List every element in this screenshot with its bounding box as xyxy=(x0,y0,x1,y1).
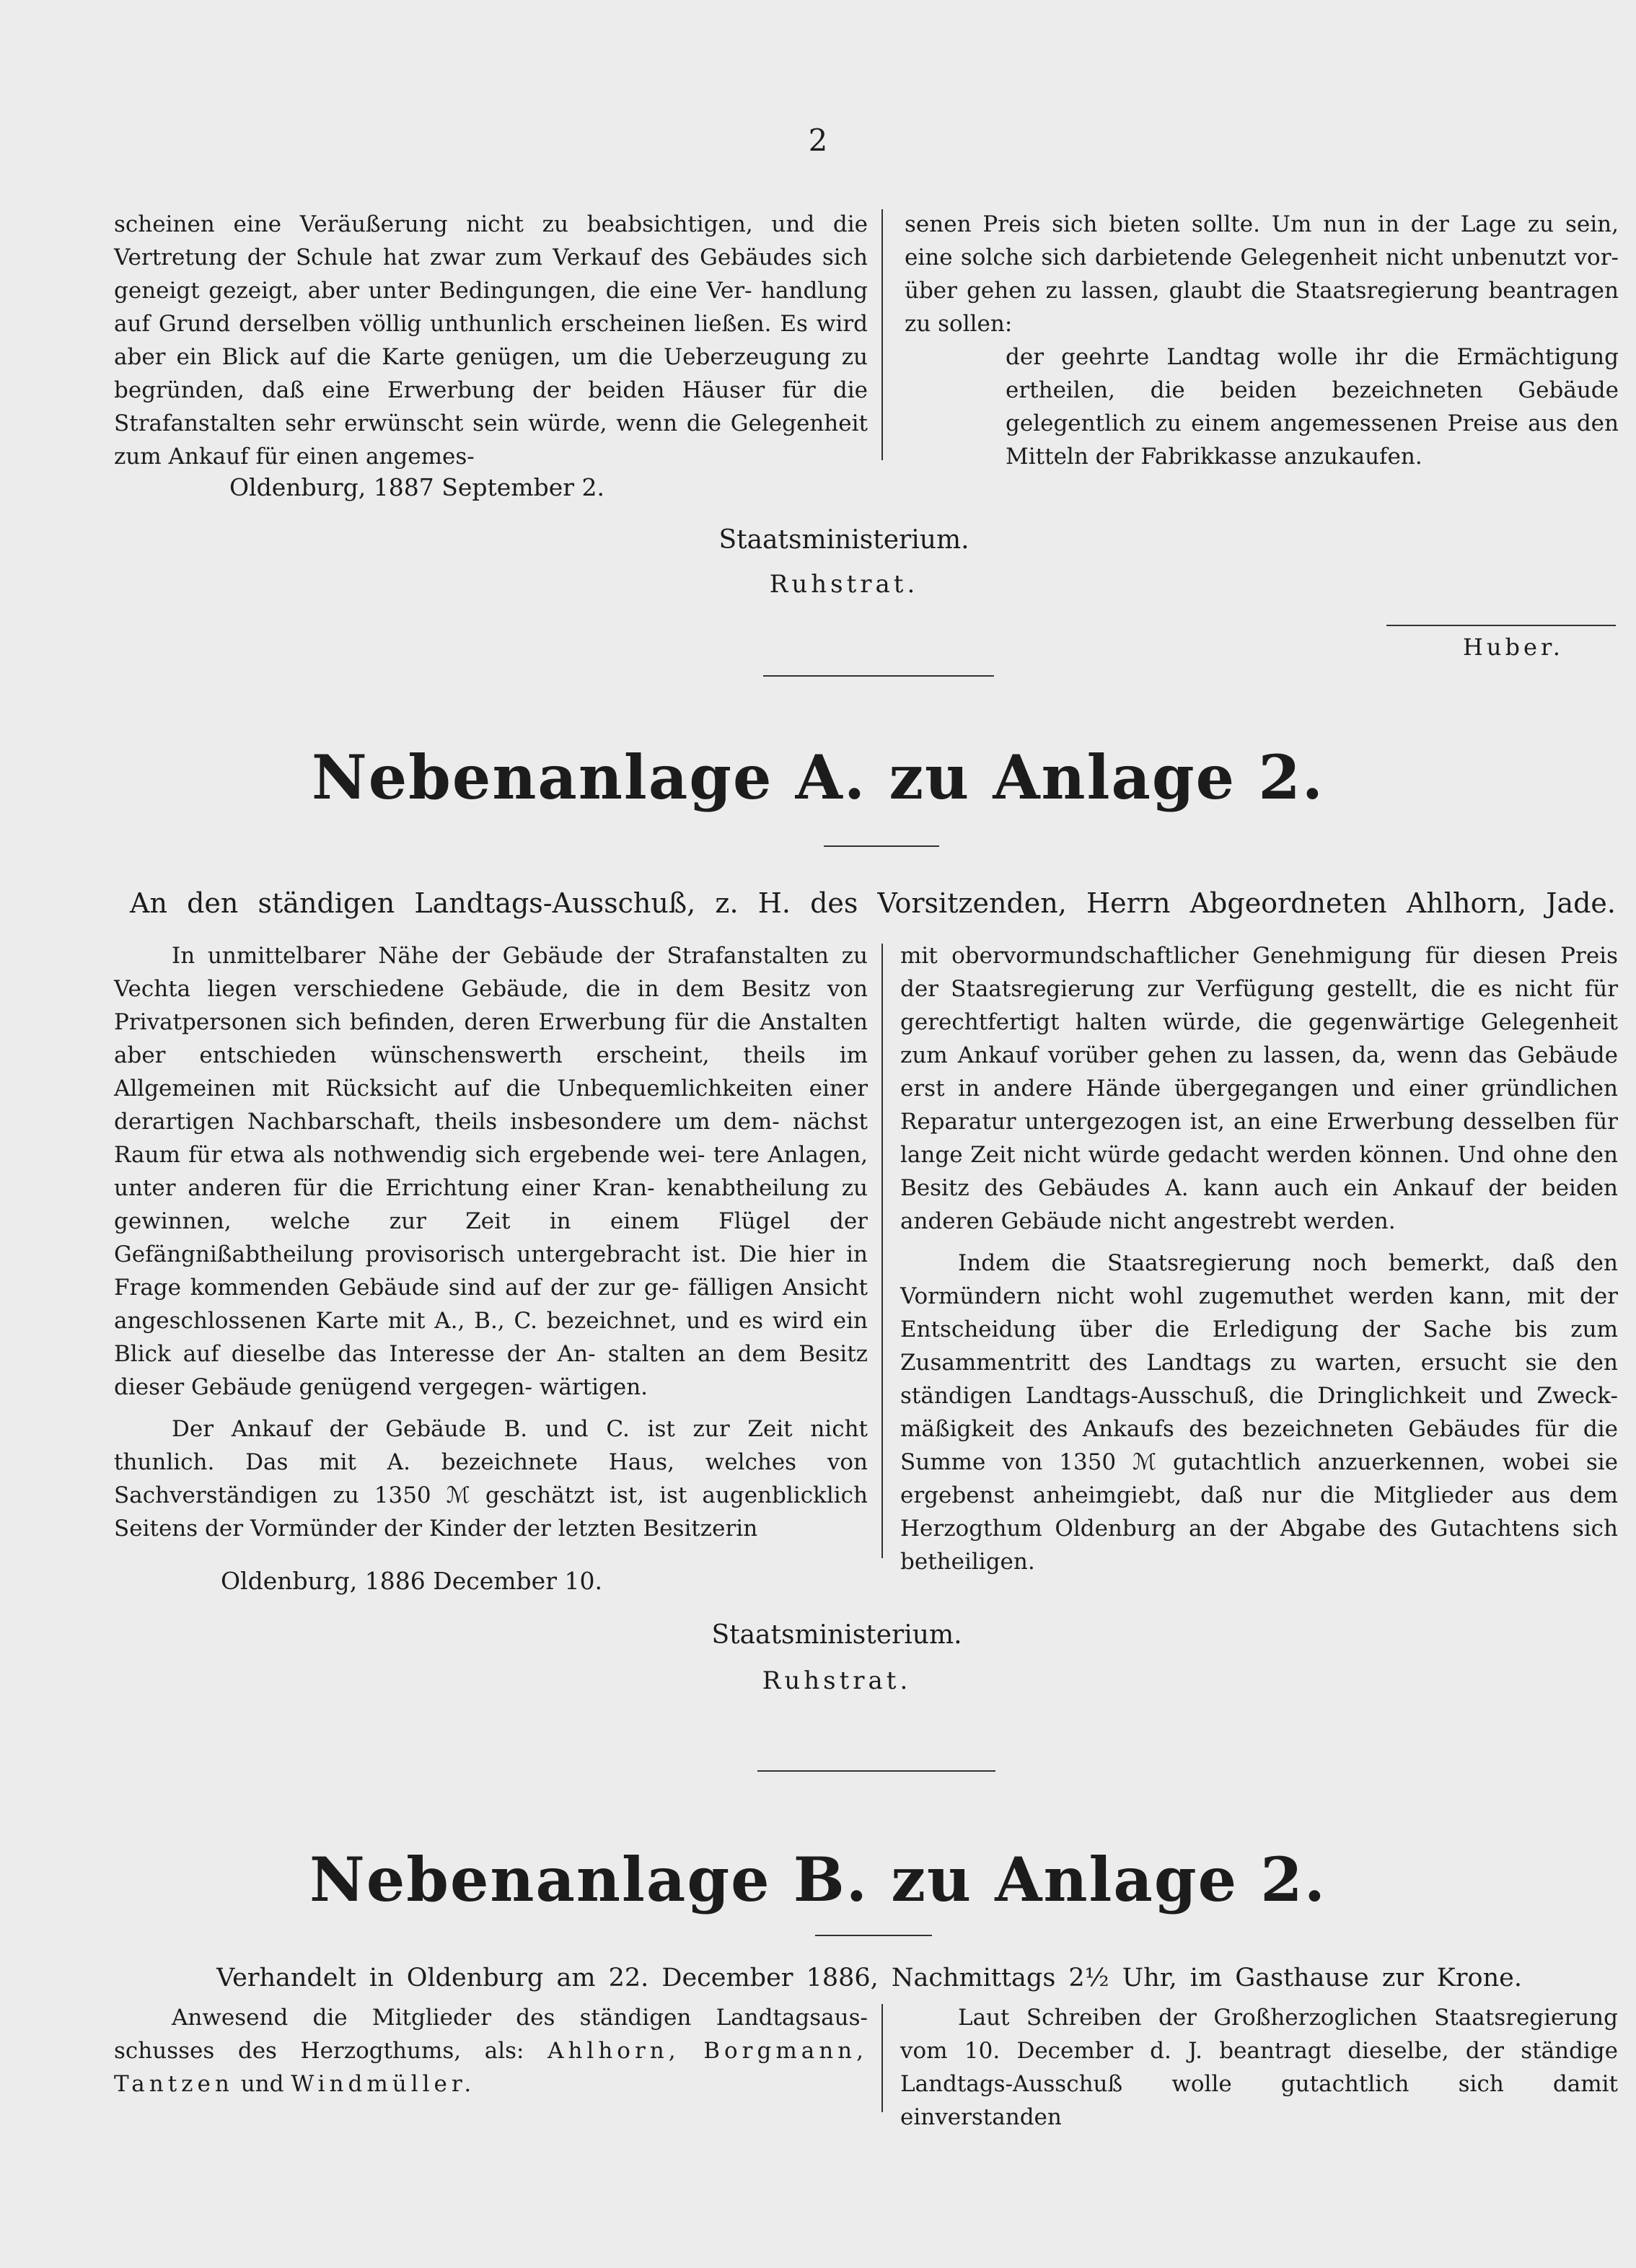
text-line: mäßigkeit des Ankaufs des bezeichneten Gebäudes für die xyxy=(900,1416,1618,1442)
signature: Ruhstrat. xyxy=(762,1666,912,1695)
section-divider xyxy=(763,675,994,677)
text-line: ließen. Es wird aber ein Blick auf die Karte genügen, um xyxy=(114,311,868,370)
text-line: zu einem angemessenen Preise aus den Mitteln der xyxy=(1006,410,1619,470)
column-divider xyxy=(881,2004,883,2112)
text-line: ständigen Landtags-Ausschuß, die Dringlichkeit und Zweck- xyxy=(900,1383,1618,1409)
paragraph xyxy=(900,1247,1618,1578)
text-line: für lange Zeit nicht würde gedacht werden können. Und xyxy=(900,1109,1618,1168)
text-line: der beiden anderen Gebäude nicht angestrebt werden. xyxy=(900,1175,1619,1234)
text-line: schusses des Herzogthums, als: xyxy=(114,2038,524,2064)
text-line: einer derartigen Nachbarschaft, theils insbesondere um dem- xyxy=(114,1076,868,1135)
text-line: Landtags-Ausschuß wolle gutachtlich sich damit einverstanden xyxy=(900,2071,1618,2130)
text-line: senen Preis sich bieten sollte. Um nun in der Lage zu sein, xyxy=(905,211,1619,237)
section1-left-text xyxy=(114,208,868,473)
member-name: Tantzen xyxy=(114,2071,234,2097)
text-line: zum Ankauf vorüber gehen zu lassen, da, wenn das Gebäude xyxy=(900,1042,1618,1068)
text-line: tere Anlagen, unter anderen für die Errichtung einer Kran- xyxy=(114,1142,868,1201)
text-line: hier in Frage kommenden Gebäude sind auf der zur ge- xyxy=(114,1241,868,1301)
section3-left-column xyxy=(114,2001,868,2101)
text-line: der Gefängnißabtheilung provisorisch untergebracht ist. Die xyxy=(114,1208,868,1267)
countersignature: Huber. xyxy=(1463,633,1564,661)
member-name: Borgmann, xyxy=(703,2038,868,2064)
text-line: ergebenst anheimgiebt, daß nur die Mitglieder aus dem xyxy=(900,1482,1618,1508)
text-line: scheinen eine Veräußerung nicht zu beabsichtigen, und die xyxy=(114,211,868,237)
text-line: Reparatur untergezogen ist, an eine Erwerbung desselben xyxy=(900,1109,1576,1135)
text-line: der geehrte Landtag wolle ihr die Ermächtigung xyxy=(1006,344,1619,370)
section-heading: Nebenanlage A. zu Anlage 2. xyxy=(311,742,1325,813)
page-number: 2 xyxy=(808,123,828,158)
place-date: Oldenburg, 1886 December 10. xyxy=(221,1567,602,1595)
text-line: beiden Häuser für die Strafanstalten sehr erwünscht sein xyxy=(114,377,868,436)
section1-right-text xyxy=(905,208,1619,340)
text-line: für gerechtfertigt halten würde, die gegenwärtige Gelegenheit xyxy=(900,976,1619,1035)
text-line: von Privatpersonen sich befinden, deren Erwerbung für die xyxy=(114,976,868,1035)
text-line: Sachverständigen zu 1350 ℳ geschätzt ist, ist augenblicklich xyxy=(114,1482,868,1508)
text-line: Vormündern nicht wohl zugemuthet werden kann, mit der xyxy=(900,1283,1618,1309)
text-line: mit obervormundschaftlicher Genehmigung für diesen Preis xyxy=(900,943,1618,969)
text-line: im Allgemeinen mit Rücksicht auf die Unbequemlichkeiten xyxy=(114,1042,868,1102)
paragraph xyxy=(114,1412,868,1545)
ministry-name: Staatsministerium. xyxy=(718,525,969,555)
heading-underline xyxy=(815,1935,932,1936)
section2-right-column xyxy=(900,939,1618,1578)
section-heading: Nebenanlage B. zu Anlage 2. xyxy=(309,1844,1327,1915)
text-line: ertheilen, die beiden bezeichneten Gebäude gelegentlich xyxy=(1006,377,1619,436)
place-date: Oldenburg, 1887 September 2. xyxy=(229,473,604,501)
section2-left-column xyxy=(114,939,868,1545)
text-line: nicht thunlich. Das mit A. bezeichnete Haus, welches von xyxy=(114,1416,868,1475)
text-line: zu Vechta liegen verschiedene Gebäude, die in dem Besitz xyxy=(114,943,868,1002)
motion-text xyxy=(905,340,1619,473)
text-line: Summe von 1350 ℳ gutachtlich anzuerkennen, wobei sie xyxy=(900,1449,1618,1475)
text-line: über gehen zu lassen, glaubt die Staatsregierung beantragen xyxy=(905,278,1619,304)
text-line: betheiligen. xyxy=(900,1549,1035,1575)
text-line: Der Ankauf der Gebäude B. und C. ist zur Zeit xyxy=(172,1416,793,1442)
text-line: sich geneigt gezeigt, aber unter Bedingungen, die eine Ver- xyxy=(114,245,868,304)
column-divider xyxy=(881,209,883,460)
member-name: Ahlhorn, xyxy=(547,2038,680,2064)
text-line: Herzogthum Oldenburg an der Abgabe des Gutachtens sich xyxy=(900,1516,1618,1542)
text-line: erst in andere Hände übergegangen und einer gründlichen xyxy=(900,1076,1618,1102)
address-line: An den ständigen Landtags-Ausschuß, z. H. des Vorsitzenden, Herrn Abgeordneten Ahlhorn, Jade. xyxy=(130,887,1616,919)
text-line: stalten an dem Besitz dieser Gebäude genügend vergegen- xyxy=(114,1341,868,1400)
paragraph xyxy=(114,939,868,1404)
text-line: vom 10. December d. J. beantragt dieselbe, der ständige xyxy=(900,2038,1618,2064)
text-line: kenabtheilung zu gewinnen, welche zur Zeit in einem Flügel xyxy=(114,1175,868,1234)
section1-right-column xyxy=(905,208,1619,473)
text-line: ohne den Besitz des Gebäudes A. kann auch ein Ankauf xyxy=(900,1142,1618,1201)
text-line: Seitens der Vormünder der Kinder der letzten Besitzerin xyxy=(114,1516,758,1542)
paragraph xyxy=(114,2001,868,2101)
text-line: fälligen Ansicht angeschlossenen Karte mit A., B., C. bezeichnet, xyxy=(114,1275,868,1334)
paragraph xyxy=(900,939,1618,1238)
section1-left-column xyxy=(114,208,868,473)
conjunction: und xyxy=(240,2071,284,2097)
column-divider xyxy=(881,944,883,1558)
text-line: eine solche sich darbietende Gelegenheit nicht unbenutzt vor- xyxy=(905,245,1619,271)
heading-underline xyxy=(824,845,939,847)
ministry-name: Staatsministerium. xyxy=(711,1620,962,1650)
text-line: Anstalten aber entschieden wünschenswerth erscheint, theils xyxy=(114,1009,868,1068)
text-line: zu sollen: xyxy=(905,311,1013,337)
member-name: Windmüller. xyxy=(291,2071,476,2097)
section3-right-column xyxy=(900,2001,1618,2134)
section-divider xyxy=(757,1770,995,1772)
signature: Ruhstrat. xyxy=(769,570,919,599)
paragraph xyxy=(900,2001,1618,2134)
text-line: Vertretung der Schule hat zwar zum Verkauf des Gebäudes xyxy=(114,245,812,271)
text-line: Zusammentritt des Landtags zu warten, ersucht sie den xyxy=(900,1350,1618,1376)
meeting-line: Verhandelt in Oldenburg am 22. December 1886, Nachmittags 2½ Uhr, im Gasthause zur Krone. xyxy=(216,1964,1522,1992)
text-line: der Staatsregierung zur Verfügung gestellt, die es nicht xyxy=(900,976,1573,1002)
text-line: die Ueberzeugung zu begründen, daß eine Erwerbung der xyxy=(114,344,868,403)
text-line: nächst Raum für etwa als nothwendig sich ergebende wei- xyxy=(114,1109,868,1168)
text-line: Laut Schreiben der Großherzoglichen Staatsregierung xyxy=(958,2005,1618,2031)
text-line: Fabrikkasse anzukaufen. xyxy=(1140,444,1422,470)
text-line: und es wird ein Blick auf dieselbe das Interesse der An- xyxy=(114,1308,868,1367)
text-line: Entscheidung über die Erledigung der Sache bis zum xyxy=(900,1317,1618,1342)
text-line: In unmittelbarer Nähe der Gebäude der Strafanstalten xyxy=(172,943,829,969)
text-line: Anwesend die Mitglieder des ständigen Landtagsaus- xyxy=(172,2005,868,2031)
signature-line xyxy=(1386,625,1616,626)
text-line: würde, wenn die Gelegenheit zum Ankauf für einen angemes- xyxy=(114,410,868,470)
text-line: handlung auf Grund derselben völlig unthunlich erscheinen xyxy=(114,278,868,337)
text-line: Indem die Staatsregierung noch bemerkt, daß den xyxy=(958,1250,1618,1276)
text-line: wärtigen. xyxy=(539,1374,648,1400)
